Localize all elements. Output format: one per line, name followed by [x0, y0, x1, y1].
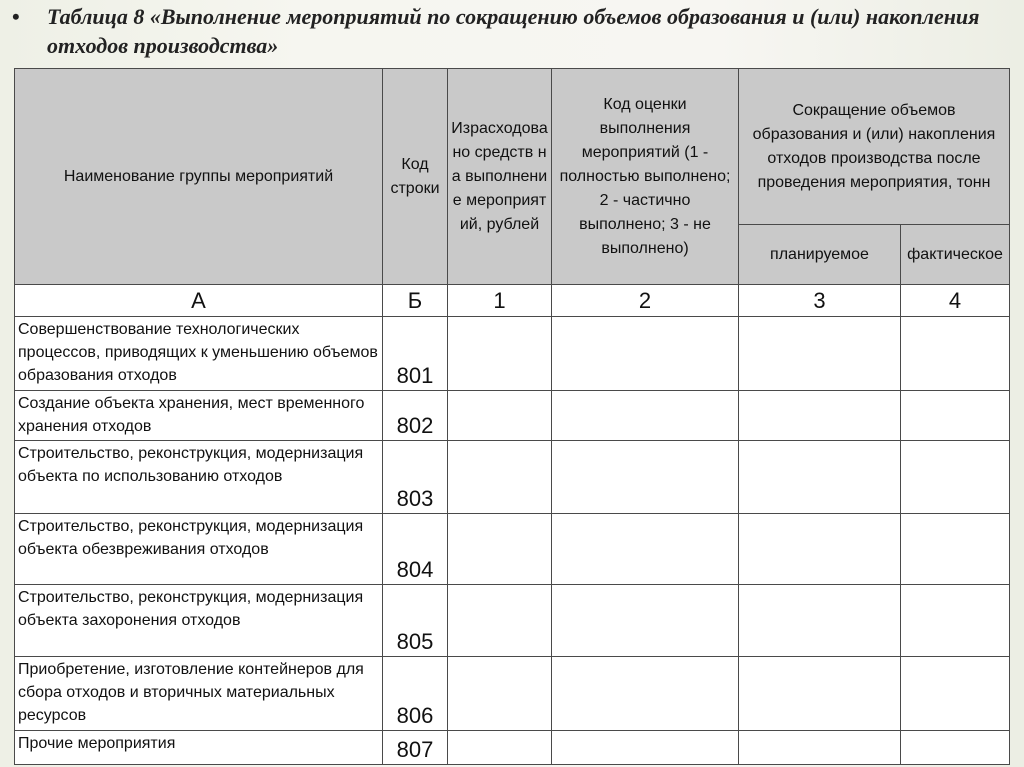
- table-row: [15, 731, 1010, 765]
- measures-table: [14, 68, 1010, 765]
- index-cell: 4: [901, 285, 1010, 317]
- row-code: 806: [383, 657, 448, 731]
- cell-planned: [739, 441, 901, 514]
- cell-actual: [901, 317, 1010, 391]
- cell-spent: [448, 391, 552, 441]
- row-code: 802: [383, 391, 448, 441]
- row-name: Прочие мероприятия: [15, 731, 383, 765]
- index-cell: 2: [552, 285, 739, 317]
- table-row: [15, 657, 1010, 731]
- table-row: [15, 317, 1010, 391]
- cell-actual: [901, 731, 1010, 765]
- cell-spent: [448, 317, 552, 391]
- cell-spent: [448, 585, 552, 657]
- row-code: 803: [383, 441, 448, 514]
- row-name: Строительство, реконструкция, модернизация объекта захоронения отходов: [15, 585, 383, 657]
- cell-planned: [739, 731, 901, 765]
- row-name: Строительство, реконструкция, модернизация объекта по использованию отходов: [15, 441, 383, 514]
- table-row: [15, 441, 1010, 514]
- header-name: Наименование группы мероприятий: [15, 69, 383, 285]
- row-code: 801: [383, 317, 448, 391]
- cell-eval: [552, 441, 739, 514]
- index-cell: Б: [383, 285, 448, 317]
- index-cell: А: [15, 285, 383, 317]
- index-row: [15, 285, 1010, 317]
- cell-planned: [739, 391, 901, 441]
- cell-planned: [739, 657, 901, 731]
- row-name: Создание объекта хранения, мест временного хранения отходов: [15, 391, 383, 441]
- cell-spent: [448, 441, 552, 514]
- slide-title: [12, 2, 1017, 60]
- cell-eval: [552, 657, 739, 731]
- cell-actual: [901, 657, 1010, 731]
- cell-actual: [901, 514, 1010, 585]
- header-code: Код строки: [383, 69, 448, 285]
- cell-eval: [552, 317, 739, 391]
- header-eval: Код оценки выполнения мероприятий (1 - полностью выполнено; 2 - частично выполнено; 3 - не выполнено): [552, 69, 739, 285]
- header-spent: Израсходовано средств на выполнение мероприятий, рублей: [448, 69, 552, 285]
- cell-planned: [739, 514, 901, 585]
- header-planned: планируемое: [739, 225, 901, 285]
- cell-planned: [739, 317, 901, 391]
- row-code: 804: [383, 514, 448, 585]
- row-name: Приобретение, изготовление контейнеров для сбора отходов и вторичных материальных ресурсов: [15, 657, 383, 731]
- cell-actual: [901, 391, 1010, 441]
- cell-actual: [901, 585, 1010, 657]
- cell-spent: [448, 731, 552, 765]
- row-name: Совершенствование технологических процессов, приводящих к уменьшению объемов образования отходов: [15, 317, 383, 391]
- bullet: •: [12, 4, 20, 29]
- header-actual: фактическое: [901, 225, 1010, 285]
- header-reduction: Сокращение объемов образования и (или) накопления отходов производства после проведения мероприятия, тонн: [739, 69, 1010, 225]
- row-code: 805: [383, 585, 448, 657]
- index-cell: 3: [739, 285, 901, 317]
- cell-eval: [552, 585, 739, 657]
- table-row: [15, 391, 1010, 441]
- row-code: 807: [383, 731, 448, 765]
- table-row: [15, 514, 1010, 585]
- index-cell: 1: [448, 285, 552, 317]
- cell-eval: [552, 514, 739, 585]
- cell-eval: [552, 391, 739, 441]
- cell-spent: [448, 657, 552, 731]
- cell-planned: [739, 585, 901, 657]
- cell-actual: [901, 441, 1010, 514]
- table-caption: Таблица 8 «Выполнение мероприятий по сокращению объемов образования и (или) накопления отходов производства»: [47, 4, 980, 58]
- table-row: [15, 585, 1010, 657]
- cell-spent: [448, 514, 552, 585]
- cell-eval: [552, 731, 739, 765]
- row-name: Строительство, реконструкция, модернизация объекта обезвреживания отходов: [15, 514, 383, 585]
